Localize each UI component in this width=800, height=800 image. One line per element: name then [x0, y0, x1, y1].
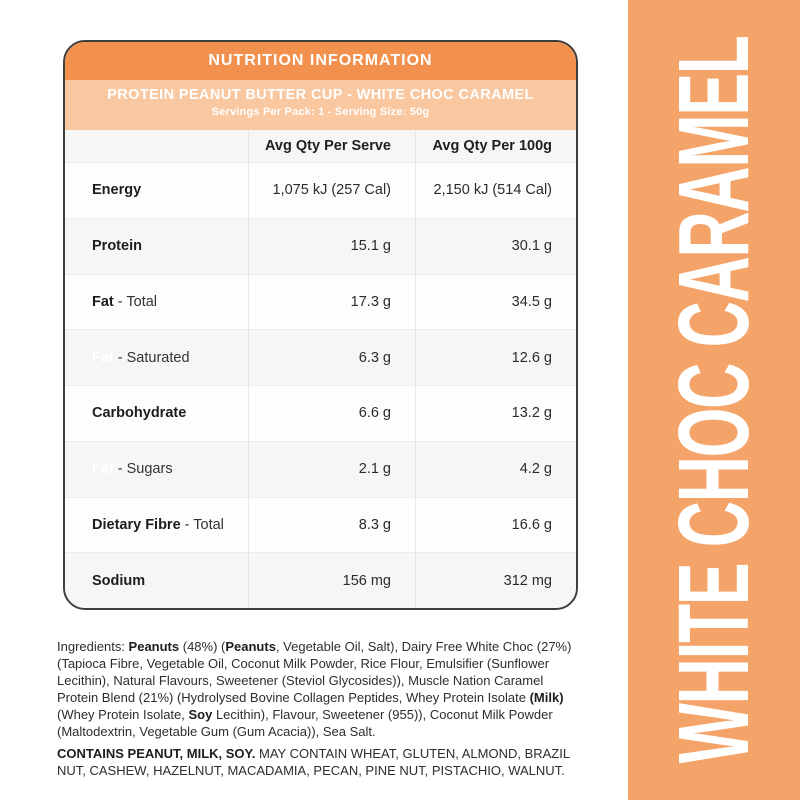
- nutrition-panel: [63, 40, 578, 610]
- table-header-row: [65, 130, 576, 162]
- row-label: Fat - Saturated: [92, 349, 190, 366]
- value-per-serve: 6.6 g: [248, 386, 415, 441]
- product-subtitle: PROTEIN PEANUT BUTTER CUP - WHITE CHOC CARAMEL: [107, 87, 534, 103]
- nutrition-row: [65, 218, 576, 274]
- value-per-100g: 16.6 g: [415, 498, 576, 553]
- value-per-serve: 6.3 g: [248, 330, 415, 385]
- nutrition-row: [65, 329, 576, 385]
- value-per-100g: 2,150 kJ (514 Cal): [415, 163, 576, 218]
- nutrition-row: [65, 497, 576, 553]
- nutrition-row: [65, 385, 576, 441]
- value-per-serve: 1,075 kJ (257 Cal): [248, 163, 415, 218]
- row-label: Sodium: [92, 572, 146, 589]
- value-per-100g: 13.2 g: [415, 386, 576, 441]
- row-label: Energy: [92, 182, 142, 199]
- nutrition-row: [65, 552, 576, 608]
- panel-title-band: [65, 42, 576, 80]
- serving-info: Servings Per Pack: 1 - Serving Size: 50g: [211, 106, 430, 118]
- column-header-serve: Avg Qty Per Serve: [248, 130, 415, 162]
- flavor-sidebar-label: WHITE CHOC CARAMEL: [658, 36, 770, 764]
- nutrition-row: [65, 441, 576, 497]
- row-label: Fat - Total: [92, 293, 158, 310]
- nutrition-table-body: [65, 162, 576, 608]
- row-label: Fat - Sugars: [92, 461, 173, 478]
- value-per-100g: 4.2 g: [415, 442, 576, 497]
- allergens-paragraph: CONTAINS PEANUT, MILK, SOY. MAY CONTAIN WHEAT, GLUTEN, ALMOND, BRAZIL NUT, CASHEW, HAZELNUT, MACADAMIA, PECAN, PINE NUT, PISTACHIO, WALNUT.: [57, 746, 570, 778]
- value-per-100g: 12.6 g: [415, 330, 576, 385]
- value-per-100g: 30.1 g: [415, 219, 576, 274]
- row-label: Protein: [92, 238, 142, 255]
- column-header-100g: Avg Qty Per 100g: [415, 130, 576, 162]
- value-per-100g: 34.5 g: [415, 275, 576, 330]
- panel-title: NUTRITION INFORMATION: [208, 52, 433, 69]
- flavor-sidebar-band: [628, 0, 800, 800]
- value-per-serve: 156 mg: [248, 553, 415, 608]
- value-per-100g: 312 mg: [415, 553, 576, 608]
- nutrition-row: [65, 162, 576, 218]
- nutrition-row: [65, 274, 576, 330]
- value-per-serve: 2.1 g: [248, 442, 415, 497]
- value-per-serve: 8.3 g: [248, 498, 415, 553]
- value-per-serve: 17.3 g: [248, 275, 415, 330]
- product-subtitle-band: [65, 80, 576, 130]
- column-header-blank: [65, 130, 248, 162]
- value-per-serve: 15.1 g: [248, 219, 415, 274]
- row-label: Carbohydrate: [92, 405, 187, 422]
- ingredients-paragraph: Ingredients: Peanuts (48%) (Peanuts, Vegetable Oil, Salt), Dairy Free White Choc (27%) (Tapioca Fibre, Vegetable Oil, Coconut Milk Powder, Rice Flour, Emulsifier (Sunflower Lecithin), Natural Flavours, Sweetener (Steviol Glycosides)), Muscle Nation Caramel Protein Blend (21%) (Hydrolysed Bovine Collagen Peptides, Whey Protein Isolate (Milk) (Whey Protein Isolate, Soy Lecithin), Flavour, Sweetener (955)), Coconut Milk Powder (Maltodextrin, Vegetable Gum (Gum Acacia)), Sea Salt.: [57, 639, 572, 739]
- row-label: Dietary Fibre - Total: [92, 516, 224, 533]
